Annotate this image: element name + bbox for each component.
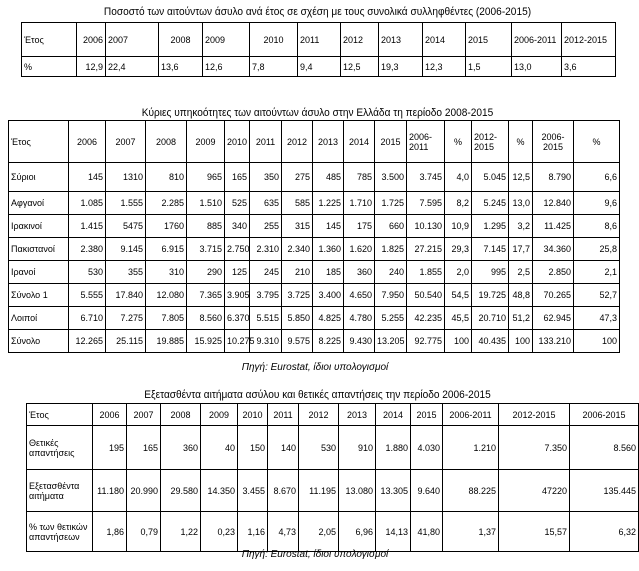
table2-cell: 40.435 [472, 330, 509, 353]
table2-cell: 10,9 [445, 215, 472, 238]
table2-cell: 4.650 [344, 284, 375, 307]
table3-cell: 8.560 [570, 426, 639, 470]
table2-cell: 635 [250, 192, 282, 215]
table2-cell: 47,3 [574, 307, 620, 330]
table3 [26, 403, 639, 552]
table2-cell: 9.430 [344, 330, 375, 353]
table2-cell: 7.805 [146, 307, 187, 330]
table2-cell: 7.595 [407, 192, 445, 215]
table2-header-cell: 2012-2015 [472, 121, 509, 163]
table2-cell: 133.210 [533, 330, 574, 353]
table2-cell: 2,5 [509, 261, 533, 284]
table2-cell: 360 [344, 261, 375, 284]
table2-cell: 62.945 [533, 307, 574, 330]
table3-cell: 47220 [499, 470, 570, 512]
table2-cell: 42.235 [407, 307, 445, 330]
table2-row [9, 284, 620, 307]
table2-cell: 10.275 [225, 330, 250, 353]
table3-cell: 15,57 [499, 512, 570, 552]
table3-cell: 11.180 [93, 470, 127, 512]
table2-cell: 52,7 [574, 284, 620, 307]
table2-header-cell: % [574, 121, 620, 163]
table3-cell: 13.305 [376, 470, 411, 512]
table2-cell: 145 [313, 215, 344, 238]
table3-title: Εξετασθέντα αιτήματα ασύλου και θετικές απαντήσεις την περίοδο 2006-2015 [144, 389, 491, 401]
table2-header-cell: 2006 [69, 121, 106, 163]
table2-cell: 5.255 [375, 307, 407, 330]
table2-cell: 9,6 [574, 192, 620, 215]
table2-cell: 1.710 [344, 192, 375, 215]
table2-header-cell: Έτος [9, 121, 69, 163]
table2-header-cell: 2010 [225, 121, 250, 163]
table2-cell: 525 [225, 192, 250, 215]
table2-cell: 51,2 [509, 307, 533, 330]
table2-cell: 355 [106, 261, 146, 284]
table3-header-cell: Έτος [27, 404, 93, 426]
table2-header-cell: 2014 [344, 121, 375, 163]
table2-cell: 15.925 [187, 330, 225, 353]
table2-cell: 3,2 [509, 215, 533, 238]
table3-header-cell: 2006 [93, 404, 127, 426]
table2-cell: 25.115 [106, 330, 146, 353]
table2-cell: 12.080 [146, 284, 187, 307]
table2-cell: 2.380 [69, 238, 106, 261]
table3-cell: 165 [127, 426, 161, 470]
table2-cell: 255 [250, 215, 282, 238]
table2-cell: 3.905 [225, 284, 250, 307]
table2-cell: 1.620 [344, 238, 375, 261]
table2-row [9, 261, 620, 284]
table2-cell: 8.560 [187, 307, 225, 330]
table2-row-label: Σύριοι [9, 163, 69, 192]
table3-cell: 360 [161, 426, 201, 470]
table1-header-cell: 2013 [379, 23, 423, 57]
table3-header-cell: 2012 [299, 404, 339, 426]
table1-header-cell: Έτος [22, 23, 77, 57]
table2-cell: 6.915 [146, 238, 187, 261]
table2-cell: 175 [344, 215, 375, 238]
table2-cell: 3.745 [407, 163, 445, 192]
table3-cell: 1,86 [93, 512, 127, 552]
table3-row-label: % των θετικών απαντήσεων [27, 512, 93, 552]
table2-cell: 350 [250, 163, 282, 192]
table2-cell: 165 [225, 163, 250, 192]
table2-cell: 2.750 [225, 238, 250, 261]
table1-cell: % [22, 57, 77, 77]
table2-cell: 9.145 [106, 238, 146, 261]
table3-cell: 29.580 [161, 470, 201, 512]
table3-cell: 4,73 [268, 512, 299, 552]
table2-cell: 965 [187, 163, 225, 192]
table3-header-cell: 2012-2015 [499, 404, 570, 426]
table2-row [9, 163, 620, 192]
table3-row [27, 470, 639, 512]
table2-row-label: Λοιποί [9, 307, 69, 330]
table2-cell: 19.885 [146, 330, 187, 353]
table1-cell: 19,3 [379, 57, 423, 77]
table2-cell: 5.850 [282, 307, 313, 330]
table2-cell: 185 [313, 261, 344, 284]
table2-header-cell: 2006-2015 [533, 121, 574, 163]
table1-header-cell: 2015 [466, 23, 512, 57]
table2-cell: 1.555 [106, 192, 146, 215]
table3-cell: 14,13 [376, 512, 411, 552]
table2-cell: 12,5 [509, 163, 533, 192]
table3-cell: 910 [339, 426, 376, 470]
table1-cell: 3,6 [562, 57, 616, 77]
table2-cell: 48,8 [509, 284, 533, 307]
table2-cell: 17.840 [106, 284, 146, 307]
table2-cell: 210 [282, 261, 313, 284]
table3-header-cell: 2011 [268, 404, 299, 426]
table2-cell: 92.775 [407, 330, 445, 353]
table2-header-cell: 2012 [282, 121, 313, 163]
table2-cell: 8.225 [313, 330, 344, 353]
table2-cell: 20.710 [472, 307, 509, 330]
table1-header-cell: 2007 [106, 23, 159, 57]
table2-cell: 17,7 [509, 238, 533, 261]
table3-row [27, 426, 639, 470]
table2-cell: 1.360 [313, 238, 344, 261]
table3-cell: 14.350 [201, 470, 238, 512]
table3-cell: 1,22 [161, 512, 201, 552]
table3-header-cell: 2014 [376, 404, 411, 426]
table1-header-cell: 2006-2011 [512, 23, 562, 57]
table1-cell: 12,5 [341, 57, 379, 77]
table2-cell: 785 [344, 163, 375, 192]
table1-header-cell: 2012 [341, 23, 379, 57]
table3-cell: 1,37 [443, 512, 499, 552]
table2-cell: 5.555 [69, 284, 106, 307]
table3-row-label: Εξετασθέντα αιτήματα [27, 470, 93, 512]
table2-cell: 7.145 [472, 238, 509, 261]
table2-cell: 7.950 [375, 284, 407, 307]
table2-row [9, 238, 620, 261]
table2-cell: 275 [282, 163, 313, 192]
table2-cell: 3.715 [187, 238, 225, 261]
table2-cell: 54,5 [445, 284, 472, 307]
table3-header-cell: 2010 [238, 404, 268, 426]
table3-header-cell: 2006-2015 [570, 404, 639, 426]
table2-cell: 145 [69, 163, 106, 192]
table3-row-label: Θετικές απαντήσεις [27, 426, 93, 470]
table3-cell: 195 [93, 426, 127, 470]
table2-row-label: Σύνολο 1 [9, 284, 69, 307]
table1-cell: 12,6 [203, 57, 250, 77]
table3-cell: 2,05 [299, 512, 339, 552]
table2-cell: 3.500 [375, 163, 407, 192]
table3-cell: 88.225 [443, 470, 499, 512]
table2-row-label: Αφγανοί [9, 192, 69, 215]
table2-cell: 12.840 [533, 192, 574, 215]
table2-cell: 1.825 [375, 238, 407, 261]
table2-header-cell: 2015 [375, 121, 407, 163]
table3-cell: 6,32 [570, 512, 639, 552]
table2-cell: 2.340 [282, 238, 313, 261]
table2-header-cell: % [509, 121, 533, 163]
table3-cell: 13.080 [339, 470, 376, 512]
table2-cell: 5.045 [472, 163, 509, 192]
table2-cell: 585 [282, 192, 313, 215]
table3-cell: 9.640 [411, 470, 443, 512]
table2-cell: 100 [509, 330, 533, 353]
table2-cell: 7.275 [106, 307, 146, 330]
table2-cell: 19.725 [472, 284, 509, 307]
table2-cell: 7.365 [187, 284, 225, 307]
table2-cell: 2.310 [250, 238, 282, 261]
table2-cell: 25,8 [574, 238, 620, 261]
table2-header-cell: 2008 [146, 121, 187, 163]
table2-header-cell: 2006-2011 [407, 121, 445, 163]
table3-cell: 135.445 [570, 470, 639, 512]
table3-cell: 6,96 [339, 512, 376, 552]
table1-title: Ποσοστό των αιτούντων άσυλο ανά έτος σε σχέση με τους συνολικά συλληφθέντες (2006-2015) [103, 6, 532, 18]
table3-cell: 8.670 [268, 470, 299, 512]
table1-cell: 9,4 [298, 57, 341, 77]
table1-cell: 13,0 [512, 57, 562, 77]
table2-cell: 45,5 [445, 307, 472, 330]
table2-cell: 3.795 [250, 284, 282, 307]
table2-cell: 4.780 [344, 307, 375, 330]
table2-cell: 1.225 [313, 192, 344, 215]
table2-cell: 530 [69, 261, 106, 284]
table1-cell: 22,4 [106, 57, 159, 77]
table1-cell: 13,6 [159, 57, 203, 77]
table2-cell: 100 [445, 330, 472, 353]
table2-cell: 995 [472, 261, 509, 284]
table1-cell: 12,9 [77, 57, 106, 77]
table3-cell: 1.880 [376, 426, 411, 470]
table2-cell: 310 [146, 261, 187, 284]
table2-row-label: Σύνολο [9, 330, 69, 353]
table2-header-cell: 2013 [313, 121, 344, 163]
table2-cell: 1760 [146, 215, 187, 238]
table2-row [9, 215, 620, 238]
table3-header-cell: 2015 [411, 404, 443, 426]
table3-cell: 40 [201, 426, 238, 470]
table2-header-cell: % [445, 121, 472, 163]
table2-header-cell: 2011 [250, 121, 282, 163]
table2-cell: 5475 [106, 215, 146, 238]
table2 [8, 120, 620, 353]
table2-cell: 290 [187, 261, 225, 284]
table1-header-cell: 2006 [77, 23, 106, 57]
table3-header-row [27, 404, 639, 426]
table2-row-label: Ιρακινοί [9, 215, 69, 238]
table3-cell: 1,16 [238, 512, 268, 552]
table2-cell: 340 [225, 215, 250, 238]
table2-title: Κύριες υπηκοότητες των αιτούντων άσυλο στην Ελλάδα τη περίοδο 2008-2015 [141, 107, 494, 119]
table2-row-label: Πακιστανοί [9, 238, 69, 261]
table3-cell: 41,80 [411, 512, 443, 552]
table3-header-cell: 2006-2011 [443, 404, 499, 426]
table3-header-cell: 2013 [339, 404, 376, 426]
table2-cell: 8.790 [533, 163, 574, 192]
table3-cell: 11.195 [299, 470, 339, 512]
table2-cell: 1.510 [187, 192, 225, 215]
table1-header-row [22, 23, 616, 57]
table3-row [27, 512, 639, 552]
table2-cell: 3.725 [282, 284, 313, 307]
table2-cell: 3.400 [313, 284, 344, 307]
table2-cell: 1.295 [472, 215, 509, 238]
table2-cell: 1.855 [407, 261, 445, 284]
table2-cell: 1.085 [69, 192, 106, 215]
table1-header-cell: 2009 [203, 23, 250, 57]
table1-cell: 12,3 [423, 57, 466, 77]
table2-cell: 4,0 [445, 163, 472, 192]
table1-header-cell: 2010 [250, 23, 298, 57]
table2-cell: 2,1 [574, 261, 620, 284]
table2-cell: 5.245 [472, 192, 509, 215]
table3-cell: 0,23 [201, 512, 238, 552]
table3-cell: 530 [299, 426, 339, 470]
table2-cell: 70.265 [533, 284, 574, 307]
table2-cell: 4.825 [313, 307, 344, 330]
table2-cell: 27.215 [407, 238, 445, 261]
table1 [21, 22, 616, 77]
table2-cell: 50.540 [407, 284, 445, 307]
table3-cell: 150 [238, 426, 268, 470]
table2-row [9, 307, 620, 330]
table2-cell: 9.575 [282, 330, 313, 353]
table2-cell: 245 [250, 261, 282, 284]
table2-cell: 29,3 [445, 238, 472, 261]
table3-source: Πηγή: Eurostat, ίδιοι υπολογισμοί [241, 549, 389, 560]
table3-header-cell: 2007 [127, 404, 161, 426]
table2-cell: 660 [375, 215, 407, 238]
table3-cell: 0,79 [127, 512, 161, 552]
table3-cell: 3.455 [238, 470, 268, 512]
table3-header-cell: 2009 [201, 404, 238, 426]
table1-header-cell: 2012-2015 [562, 23, 616, 57]
table3-cell: 7.350 [499, 426, 570, 470]
table2-row-label: Ιρανοί [9, 261, 69, 284]
table2-cell: 12.265 [69, 330, 106, 353]
table2-cell: 485 [313, 163, 344, 192]
table2-cell: 1.725 [375, 192, 407, 215]
table2-row [9, 192, 620, 215]
table3-cell: 4.030 [411, 426, 443, 470]
table2-cell: 13.205 [375, 330, 407, 353]
table2-cell: 6.370 [225, 307, 250, 330]
table2-cell: 2.285 [146, 192, 187, 215]
table2-cell: 240 [375, 261, 407, 284]
table1-cell: 1,5 [466, 57, 512, 77]
table2-cell: 10.130 [407, 215, 445, 238]
table3-cell: 20.990 [127, 470, 161, 512]
table2-cell: 9.310 [250, 330, 282, 353]
table1-header-cell: 2014 [423, 23, 466, 57]
table2-header-cell: 2009 [187, 121, 225, 163]
table2-cell: 6.710 [69, 307, 106, 330]
table2-source: Πηγή: Eurostat, ίδιοι υπολογισμοί [241, 362, 389, 373]
table2-cell: 1310 [106, 163, 146, 192]
table1-cell: 7,8 [250, 57, 298, 77]
table1-header-cell: 2011 [298, 23, 341, 57]
table2-header-cell: 2007 [106, 121, 146, 163]
table2-cell: 5.515 [250, 307, 282, 330]
table2-cell: 6,6 [574, 163, 620, 192]
table2-cell: 1.415 [69, 215, 106, 238]
table2-cell: 315 [282, 215, 313, 238]
table2-row [9, 330, 620, 353]
table2-cell: 885 [187, 215, 225, 238]
table2-cell: 125 [225, 261, 250, 284]
table3-header-cell: 2008 [161, 404, 201, 426]
table2-cell: 11.425 [533, 215, 574, 238]
table2-cell: 8,2 [445, 192, 472, 215]
table2-cell: 13,0 [509, 192, 533, 215]
table2-cell: 2,0 [445, 261, 472, 284]
table1-row [22, 57, 616, 77]
table3-cell: 140 [268, 426, 299, 470]
table1-header-cell: 2008 [159, 23, 203, 57]
table2-cell: 2.850 [533, 261, 574, 284]
table2-cell: 34.360 [533, 238, 574, 261]
table3-cell: 1.210 [443, 426, 499, 470]
table2-cell: 810 [146, 163, 187, 192]
table2-cell: 100 [574, 330, 620, 353]
table2-cell: 8,6 [574, 215, 620, 238]
table2-header-row [9, 121, 620, 163]
